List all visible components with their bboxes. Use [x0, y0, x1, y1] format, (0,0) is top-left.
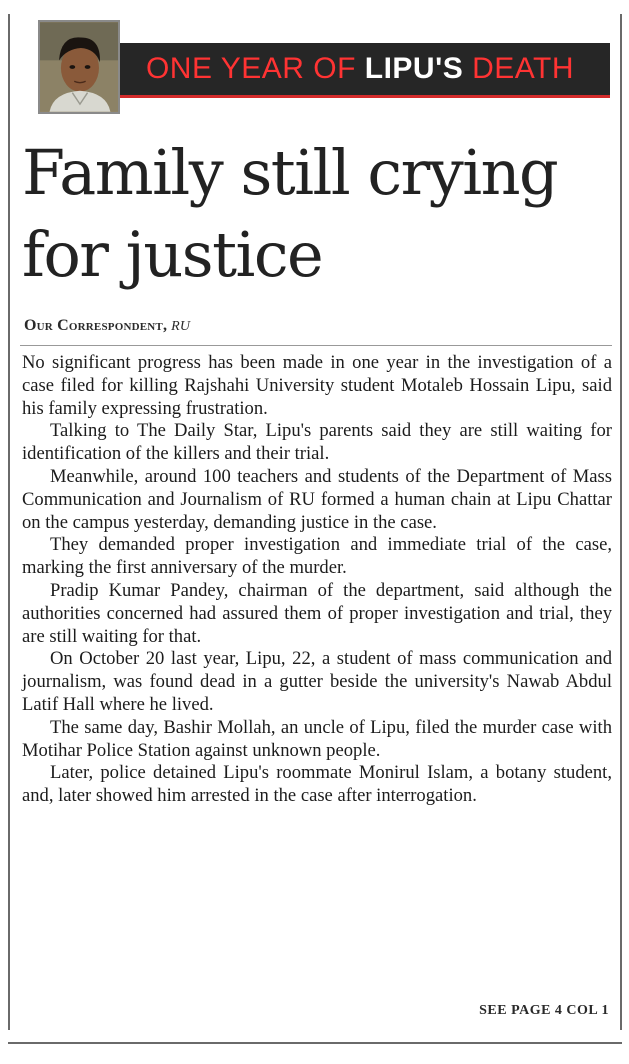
article-paragraph: Talking to The Daily Star, Lipu's parents said they are still waiting for identification of the killers and their trial.	[22, 420, 612, 465]
headline	[22, 132, 622, 296]
section-banner	[86, 43, 610, 98]
divider	[20, 345, 612, 346]
article-paragraph: They demanded proper investigation and immediate trial of the case, marking the first anniversary of the murder.	[22, 534, 612, 579]
victim-photo	[38, 20, 120, 114]
frame-left-border	[8, 14, 10, 1030]
article-paragraph: On October 20 last year, Lipu, 22, a student of mass communication and journalism, was found dead in a gutter beside the university's Nawab Abdul Latif Hall where he lived.	[22, 648, 612, 715]
frame-bottom-border	[8, 1042, 622, 1044]
article-paragraph: No significant progress has been made in one year in the investigation of a case filed for killing Rajshahi University student Motaleb Hossain Lipu, said his family expressing frustration.	[22, 352, 612, 419]
banner-title	[146, 52, 574, 86]
article-paragraph: Meanwhile, around 100 teachers and students of the Department of Mass Communication and Journalism of RU formed a human chain at Lipu Chattar on the campus yesterday, demanding justice in the case.	[22, 465, 612, 533]
banner-text-part1: ONE YEAR OF	[145, 52, 365, 85]
continuation-reference[interactable]: SEE PAGE 4 COL 1	[479, 1003, 609, 1018]
article-paragraph: Later, police detained Lipu's roommate Monirul Islam, a botany student, and, later showed him arrested in the case after interrogation.	[22, 762, 612, 807]
byline-author: Our Correspondent,	[24, 317, 168, 334]
banner-text-name: LIPU'S	[364, 52, 464, 85]
banner-text-part3: DEATH	[463, 52, 575, 85]
article-paragraph: Pradip Kumar Pandey, chairman of the department, said although the authorities concerned had assured them of proper investigation and trial, they are still waiting for that.	[22, 579, 612, 647]
byline-location: RU	[171, 319, 191, 334]
article-paragraph: The same day, Bashir Mollah, an uncle of Lipu, filed the murder case with Motihar Police Station against unknown people.	[22, 716, 612, 761]
byline	[24, 317, 190, 335]
headline-line-2: for justice	[22, 218, 323, 291]
headline-line-1: Family still crying	[22, 136, 558, 209]
article-body	[22, 352, 612, 808]
